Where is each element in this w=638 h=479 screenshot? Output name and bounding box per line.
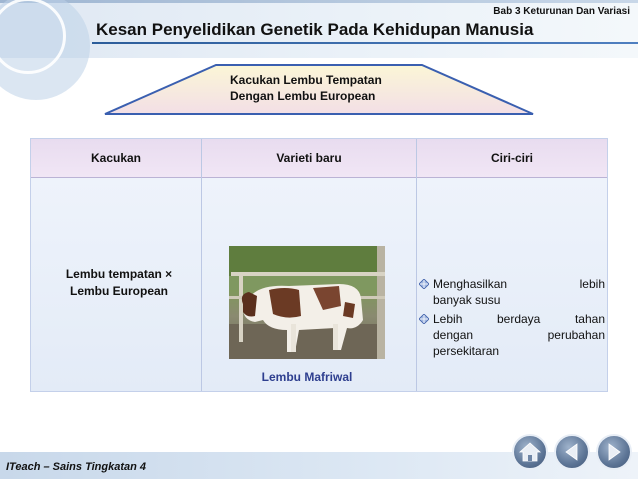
chapter-label: Bab 3 Keturunan Dan Variasi	[493, 6, 630, 17]
photo-caption: Lembu Mafriwal	[261, 370, 353, 384]
home-button[interactable]	[512, 434, 548, 470]
bullet-diamond-icon	[419, 314, 429, 324]
page-title: Kesan Penyelidikan Genetik Pada Kehidupan Manusia	[96, 20, 534, 39]
banner-line-2: Dengan Lembu European	[230, 89, 376, 103]
home-icon	[514, 436, 546, 468]
header-varieti-baru: Varieti baru	[276, 151, 342, 165]
feature-list	[419, 276, 605, 362]
cow-photo	[229, 246, 385, 359]
topic-banner	[104, 64, 534, 116]
bullet-diamond-icon	[419, 279, 429, 289]
feature-item	[419, 311, 605, 359]
back-button[interactable]	[554, 434, 590, 470]
header-top-rule	[0, 0, 638, 3]
crossbreed-table	[30, 138, 608, 392]
column-divider	[201, 139, 202, 391]
feature-line: dengan perubahan	[433, 328, 605, 342]
cow-illustration	[229, 246, 385, 359]
header-ciri-ciri: Ciri-ciri	[490, 151, 533, 165]
back-icon	[556, 436, 588, 468]
feature-line: persekitaran	[433, 344, 500, 358]
title-underline	[92, 42, 638, 44]
banner-text	[230, 72, 382, 104]
next-button[interactable]	[596, 434, 632, 470]
column-divider	[416, 139, 417, 391]
cross-line-2: Lembu European	[69, 284, 168, 298]
banner-line-1: Kacukan Lembu Tempatan	[230, 73, 382, 87]
table-header-row	[31, 139, 607, 178]
feature-item	[419, 276, 605, 308]
logo-ring	[0, 0, 66, 74]
feature-line: banyak susu	[433, 293, 501, 307]
next-icon	[598, 436, 630, 468]
table-body-row	[31, 178, 607, 391]
header-kacukan: Kacukan	[90, 151, 142, 165]
feature-line: Lebih berdaya tahan	[433, 312, 605, 326]
footer-text: ITeach – Sains Tingkatan 4	[6, 461, 146, 473]
cross-line-1: Lembu tempatan ×	[65, 267, 173, 281]
logo-decoration	[0, 0, 90, 100]
feature-line: Menghasilkan lebih	[433, 277, 605, 291]
cross-description	[39, 266, 199, 300]
